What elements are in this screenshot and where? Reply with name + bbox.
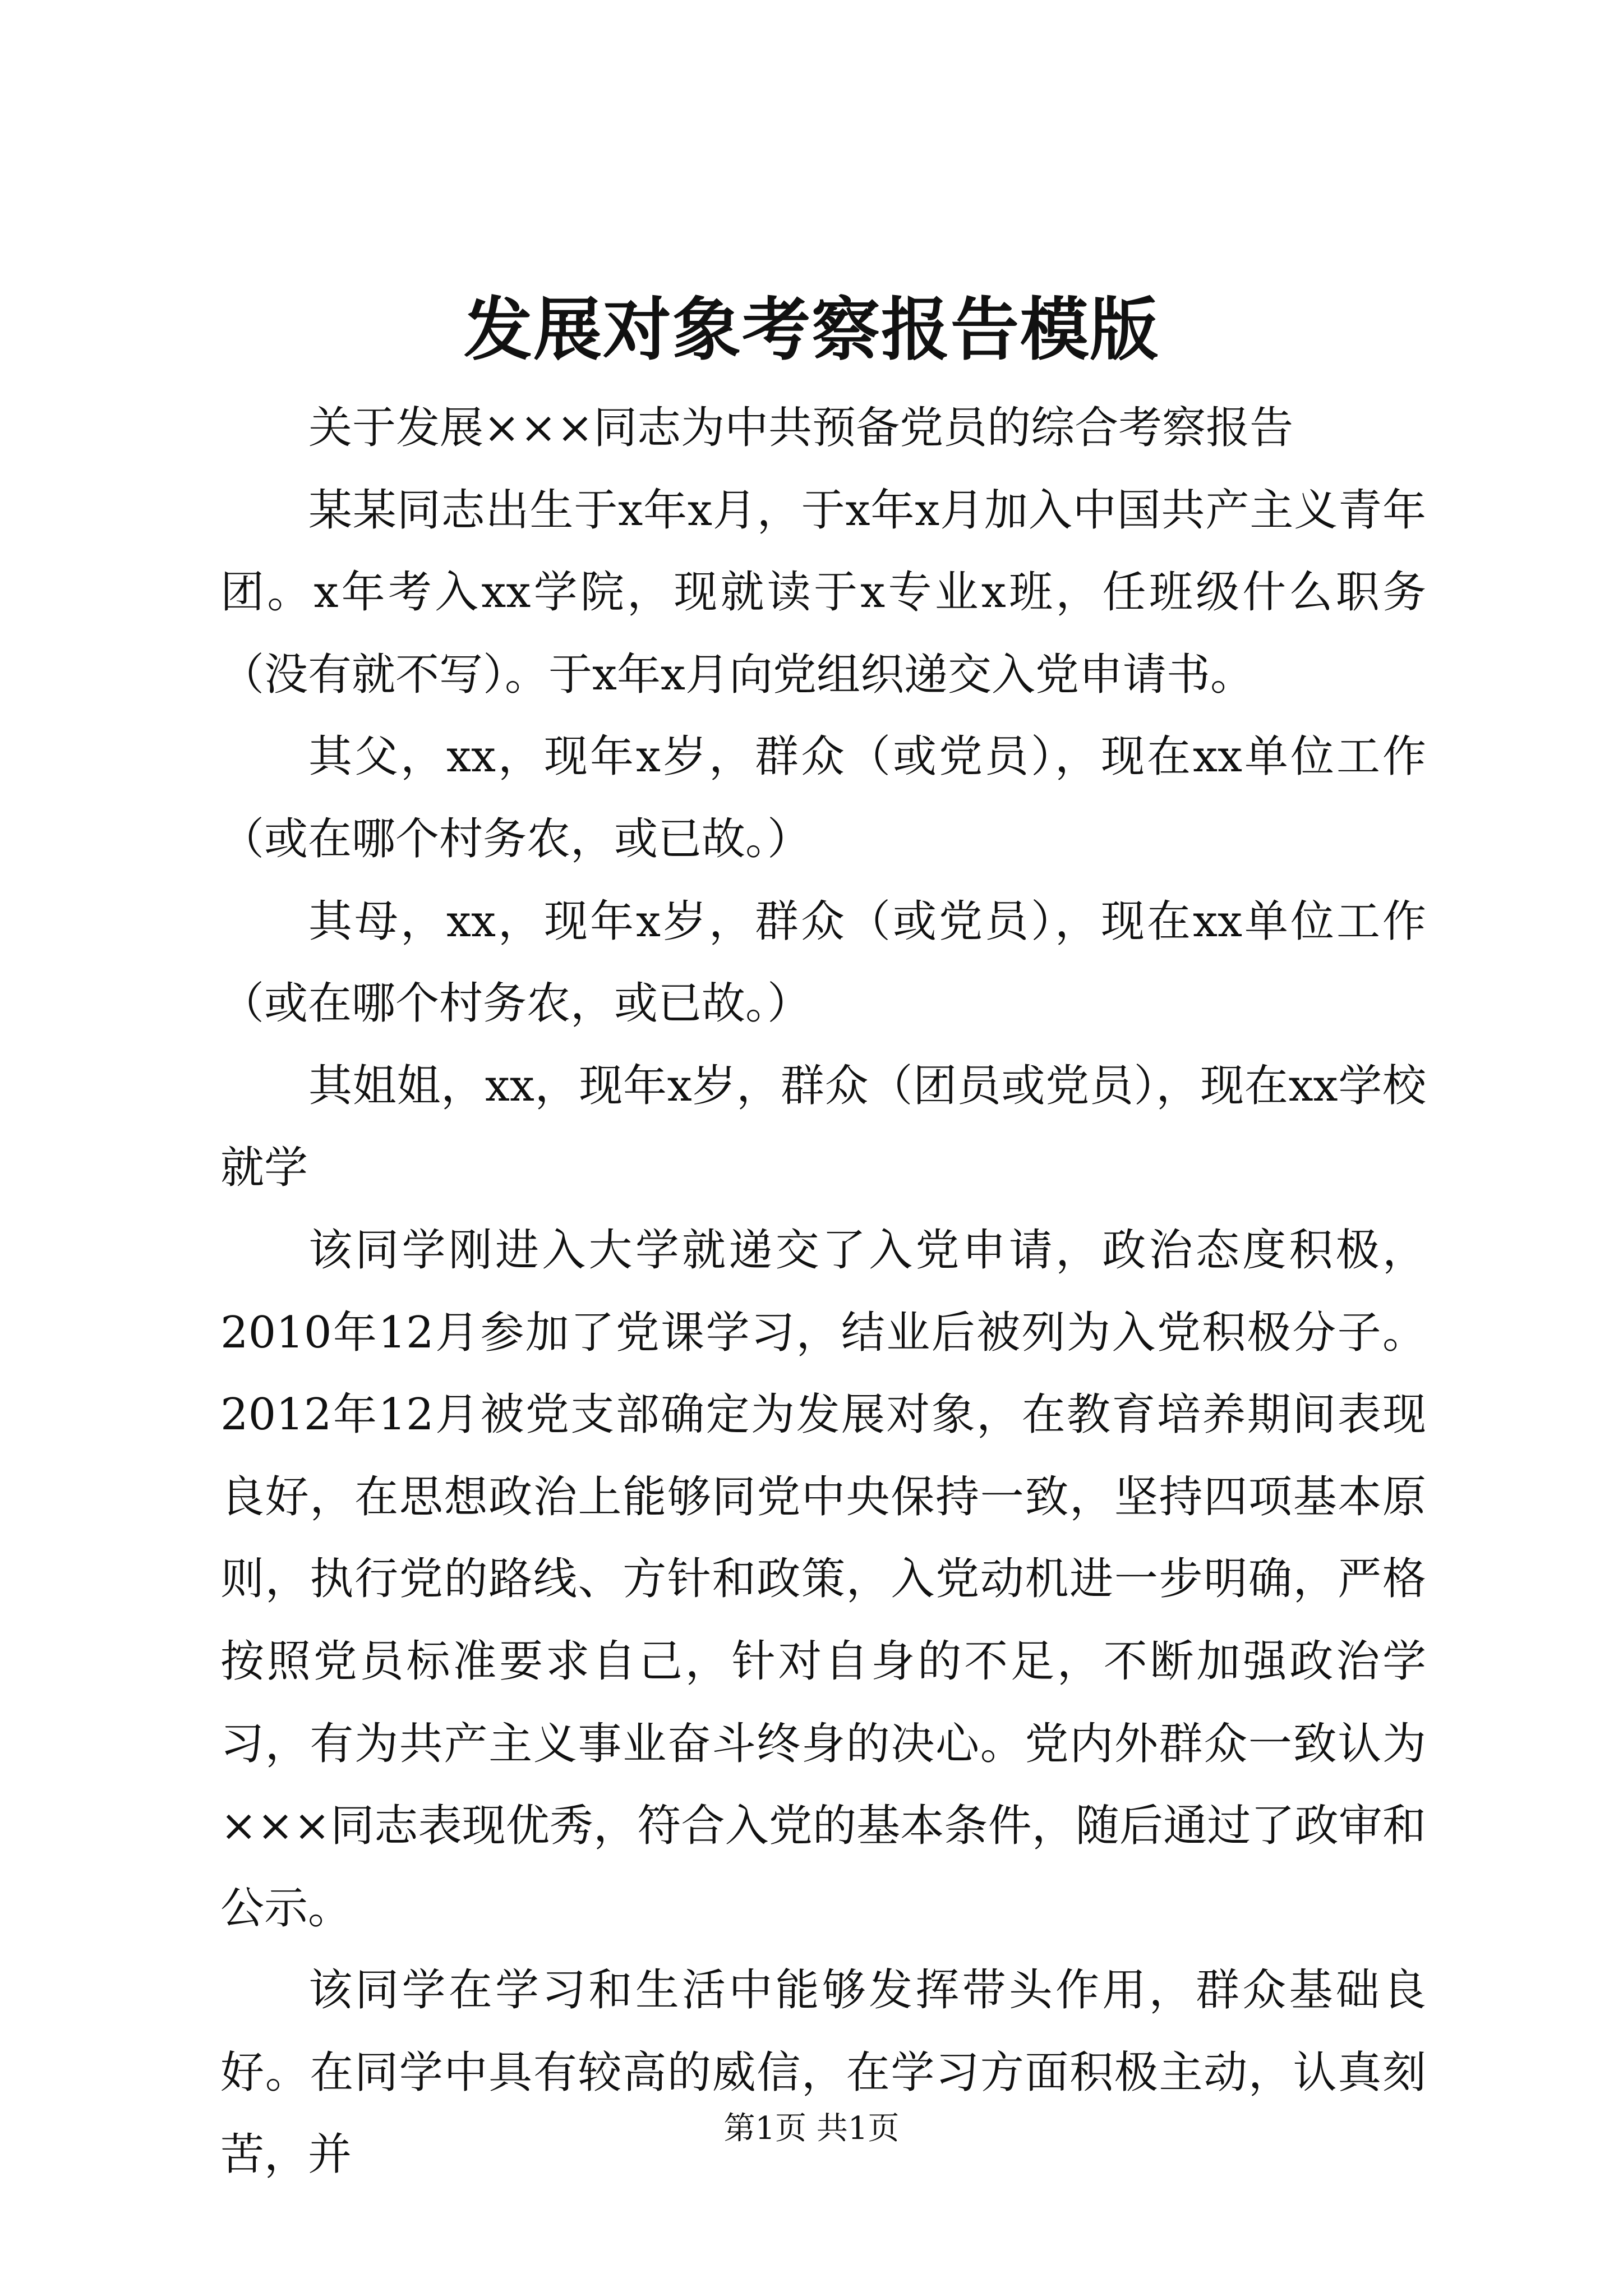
paragraph-personal-history: 某某同志出生于x年x月，于x年x月加入中国共产主义青年团。x年考入xx学院，现就读于x专业x班，任班级什么职务（没有就不写）。于x年x月向党组织递交入党申请书。 <box>220 485 1426 700</box>
report-subject-line: 关于发展×××同志为中共预备党员的综合考察报告 <box>308 403 1294 453</box>
document-title: 发展对象考察报告模版 <box>464 289 1159 370</box>
paragraph-political-performance: 该同学刚进入大学就递交了入党申请，政治态度积极，2010年12月参加了党课学习，结业后被列为入党积极分子。2012年12月被党支部确定为发展对象，在教育培养期间表现良好，在思想政治上能够同党中央保持一致，坚持四项基本原则，执行党的路线、方针和政策，入党动机进一步明确，严格按照党员标准要求自己，针对自身的不足，不断加强政治学习，有为共产主义事业奋斗终身的决心。党内外群众一致认为×××同志表现优秀，符合入党的基本条件，随后通过了政审和公示。 <box>220 1225 1426 1934</box>
document-body <box>220 387 1426 2196</box>
paragraph-mother: 其母，xx，现年x岁，群众（或党员），现在xx单位工作（或在哪个村务农，或已故。） <box>220 896 1426 1029</box>
page-footer: 第1页 共1页 <box>723 2110 900 2147</box>
paragraph-sister: 其姐姐，xx，现年x岁，群众（团员或党员），现在xx学校就学 <box>220 1060 1426 1194</box>
paragraph-father: 其父，xx，现年x岁，群众（或党员），现在xx单位工作（或在哪个村务农，或已故。） <box>220 731 1426 864</box>
paragraph-study-life: 该同学在学习和生活中能够发挥带头作用，群众基础良好。在同学中具有较高的威信，在学习方面积极主动，认真刻苦，并 <box>220 1965 1426 2180</box>
